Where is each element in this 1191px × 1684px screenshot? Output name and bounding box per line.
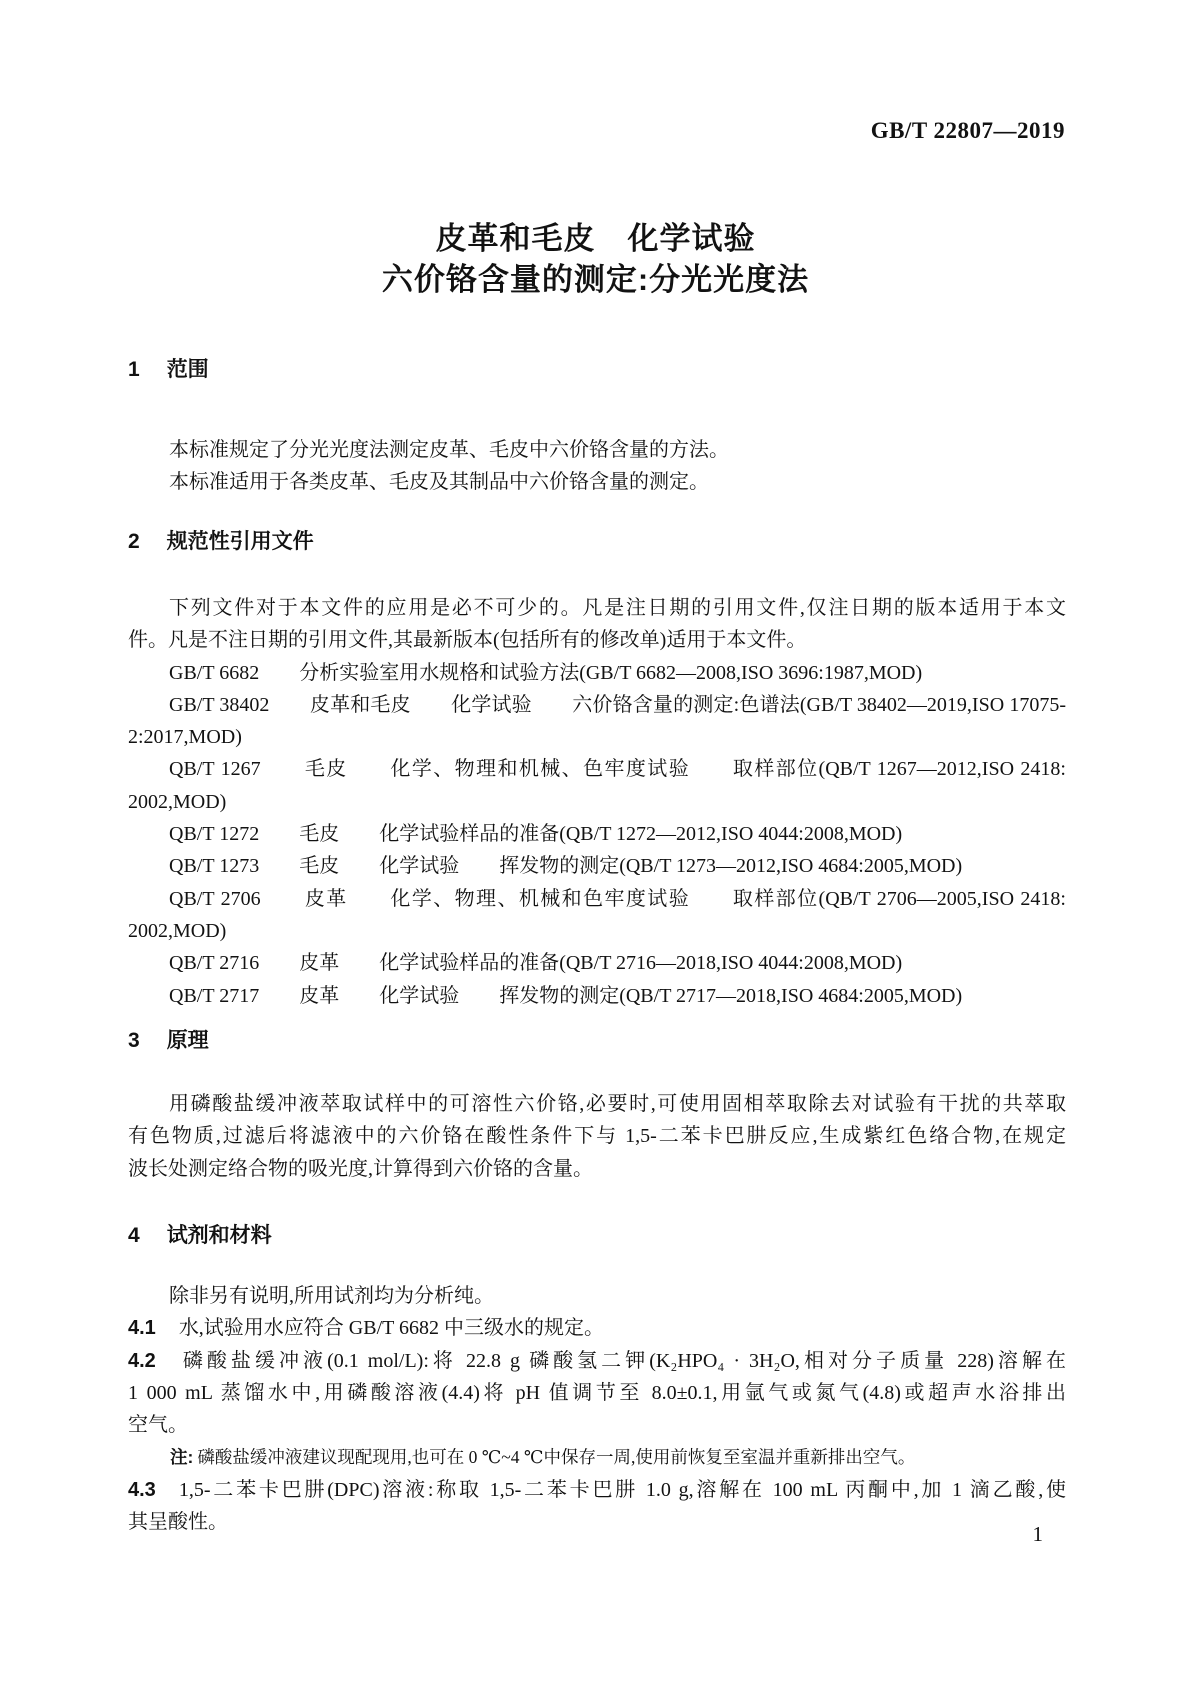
section-4-title: 试剂和材料: [166, 1224, 272, 1247]
reference-line: 2:2017,MOD): [128, 726, 242, 749]
section-1-number: 1: [128, 358, 140, 381]
section-4-number: 4: [128, 1224, 140, 1247]
reference-line: GB/T 6682 分析实验室用水规格和试验方法(GB/T 6682—2008,ISO 3696:1987,MOD): [169, 661, 923, 684]
reference-line: QB/T 1273 毛皮 化学试验 挥发物的测定(QB/T 1273—2012,ISO 4684:2005,MOD): [169, 855, 963, 878]
reference-line: 2002,MOD): [128, 790, 227, 813]
reference-line: QB/T 2717 皮革 化学试验 挥发物的测定(QB/T 2717—2018,ISO 4684:2005,MOD): [169, 984, 963, 1007]
section-2-body: [128, 592, 1066, 1012]
section-3-number: 3: [128, 1029, 140, 1052]
paragraph-line: 用磷酸盐缓冲液萃取试样中的可溶性六价铬,必要时,可使用固相萃取除去对试验有干扰的共萃取: [169, 1093, 1066, 1115]
clause-4-1-line: [128, 1312, 1066, 1344]
page-number: 1: [1032, 1522, 1043, 1546]
paragraph-line: 件。凡是不注日期的引用文件,其最新版本(包括所有的修改单)适用于本文件。: [128, 629, 807, 652]
clause-4-2-line: 1 000 mL 蒸馏水中,用磷酸溶液(4.4)将 pH 值调节至 8.0±0.1,用氩气或氮气(4.8)或超声水浴排出: [128, 1381, 1066, 1404]
paragraph-line: 除非另有说明,所用试剂均为分析纯。: [169, 1285, 494, 1307]
section-3-body: [128, 1088, 1066, 1185]
clause-4-1-number: 4.1: [128, 1317, 156, 1340]
section-2-number: 2: [128, 530, 140, 553]
note-text: 磷酸盐缓冲液建议现配现用,也可在 0 ℃~4 ℃中保存一周,使用前恢复至室温并重新排出空气。: [197, 1447, 916, 1468]
clause-4-2-number: 4.2: [128, 1349, 156, 1372]
section-4-heading: [128, 1224, 1066, 1248]
reference-line: QB/T 2716 皮革 化学试验样品的准备(QB/T 2716—2018,ISO 4044:2008,MOD): [169, 952, 903, 975]
doc-title-line1: 皮革和毛皮 化学试验: [435, 221, 756, 256]
clause-4-2-line: [128, 1345, 1066, 1377]
reference-line: GB/T 38402 皮革和毛皮 化学试验 六价铬含量的测定:色谱法(GB/T 38402—2019,ISO 17075-: [169, 693, 1066, 716]
standard-code: GB/T 22807—2019: [870, 118, 1065, 143]
reference-line: QB/T 2706 皮革 化学、物理、机械和色牢度试验 取样部位(QB/T 2706—2005,ISO 2418:: [169, 887, 1066, 910]
section-1-heading: [128, 358, 1066, 382]
clause-4-3-number: 4.3: [128, 1478, 156, 1501]
doc-title: [0, 218, 1191, 300]
reference-line: 2002,MOD): [128, 919, 227, 942]
paragraph-line: 下列文件对于本文件的应用是必不可少的。凡是注日期的引用文件,仅注日期的版本适用于本文: [169, 597, 1066, 619]
clause-4-2-line: 空气。: [128, 1414, 188, 1437]
clause-4-2-text: 磷酸盐缓冲液(0.1 mol/L):将 22.8 g 磷酸氢二钾(K₂HPO₄ · 3H₂O,相对分子质量 228)溶解在: [178, 1349, 1066, 1372]
section-2-heading: [128, 530, 1066, 554]
doc-title-line2: 六价铬含量的测定:分光光度法: [381, 262, 810, 297]
section-3-heading: [128, 1029, 1066, 1053]
paragraph-line: 本标准适用于各类皮革、毛皮及其制品中六价铬含量的测定。: [169, 471, 709, 494]
note-label: 注:: [170, 1447, 194, 1468]
clause-4-3-text: 1,5-二苯卡巴肼(DPC)溶液:称取 1,5-二苯卡巴肼 1.0 g,溶解在 100 mL 丙酮中,加 1 滴乙酸,使: [178, 1478, 1066, 1501]
reference-line: QB/T 1267 毛皮 化学、物理和机械、色牢度试验 取样部位(QB/T 1267—2012,ISO 2418:: [169, 758, 1066, 781]
reference-line: QB/T 1272 毛皮 化学试验样品的准备(QB/T 1272—2012,ISO 4044:2008,MOD): [169, 823, 903, 846]
section-2-title: 规范性引用文件: [166, 530, 314, 553]
paragraph-line: 有色物质,过滤后将滤液中的六价铬在酸性条件下与 1,5-二苯卡巴肼反应,生成紫红色络合物,在规定: [128, 1125, 1066, 1148]
paragraph-line: 本标准规定了分光光度法测定皮革、毛皮中六价铬含量的方法。: [169, 439, 729, 461]
paragraph-line: 波长处测定络合物的吸光度,计算得到六价铬的含量。: [128, 1157, 593, 1180]
section-1-title: 范围: [166, 358, 209, 381]
clause-4-1-text: 水,试验用水应符合 GB/T 6682 中三级水的规定。: [178, 1317, 605, 1340]
section-1-body: [128, 434, 1066, 499]
section-4-body: [128, 1280, 1066, 1538]
note-line: [128, 1441, 1066, 1473]
section-3-title: 原理: [166, 1029, 209, 1052]
clause-4-3-line: 其呈酸性。: [128, 1511, 228, 1534]
clause-4-3-line: [128, 1474, 1066, 1506]
